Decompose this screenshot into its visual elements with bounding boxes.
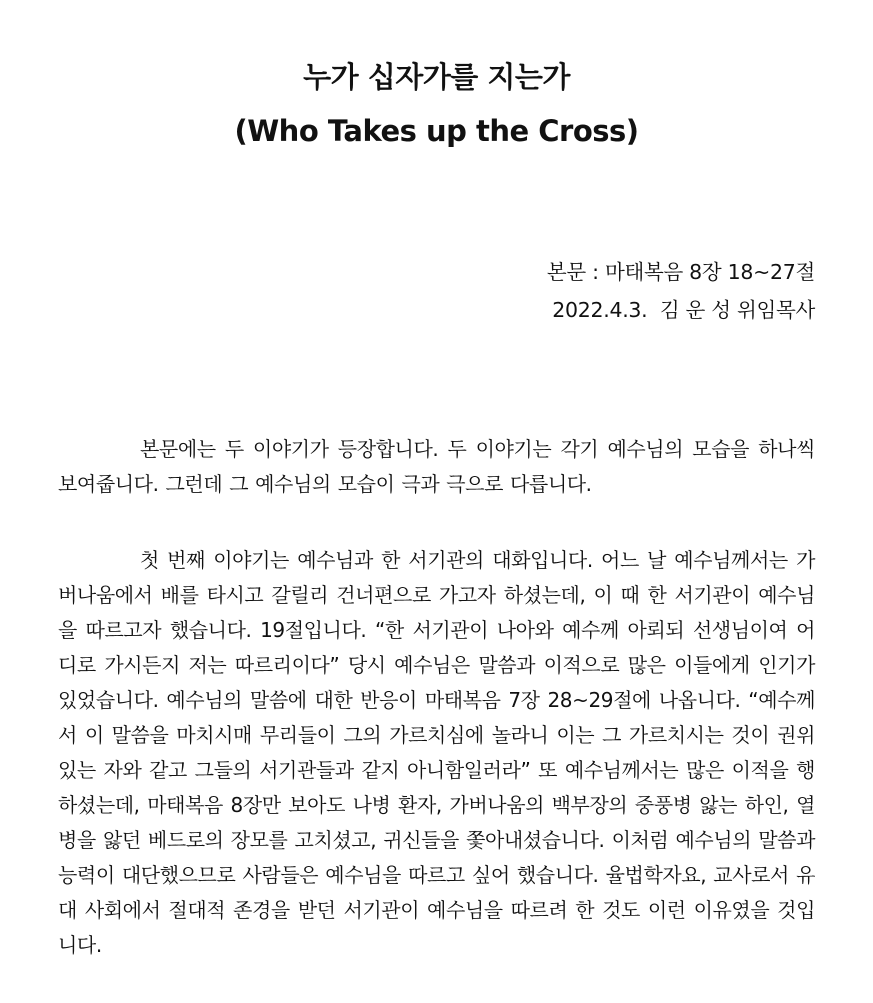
paragraph-1: 본문에는 두 이야기가 등장합니다. 두 이야기는 각기 예수님의 모습을 하나씩 보여줍니다. 그런데 그 예수님의 모습이 극과 극으로 다릅니다. bbox=[58, 437, 815, 496]
korean-title: 누가 십자가를 지는가 bbox=[303, 60, 570, 94]
sermon-meta bbox=[547, 253, 815, 329]
paragraph-2: 첫 번째 이야기는 예수님과 한 서기관의 대화입니다. 어느 날 예수님께서는 가버나움에서 배를 타시고 갈릴리 건너편으로 가고자 하셨는데, 이 때 한 서기관이 예수님을 따르고자 했습니다. 19절입니다. “한 서기관이 나아와 예수께 아뢰되 선생님이여 어디로 가시든지 저는 따르리이다” 당시 예수님은 말씀과 이적으로 많은 이들에게 인기가 있었습니다. 예수님의 말씀에 대한 반응이 마태복음 7장 28~29절에 나옵니다. “예수께서 이 말씀을 마치시매 무리들이 그의 가르치심에 놀라니 이는 그 가르치시는 것이 권위 있는 자와 같고 그들의 서기관들과 같지 아니함일러라” 또 예수님께서는 많은 이적을 행하셨는데, 마태복음 8장만 보아도 나병 환자, 가버나움의 백부장의 중풍병 앓는 하인, 열병을 앓던 베드로의 장모를 고치셨고, 귀신들을 쫓아내셨습니다. 이처럼 예수님의 말씀과 능력이 대단했으므로 사람들은 예수님을 따르고 싶어 했습니다. 율법학자요, 교사로서 유대 사회에서 절대적 존경을 받던 서기관이 예수님을 따르려 한 것도 이런 이유였을 것입니다. bbox=[58, 548, 815, 957]
english-title: (Who Takes up the Cross) bbox=[234, 114, 639, 148]
date-and-author: 2022.4.3. 김 운 성 위임목사 bbox=[552, 298, 815, 322]
scripture-reference: 본문 : 마태복음 8장 18~27절 bbox=[546, 260, 815, 284]
title-block bbox=[0, 50, 873, 158]
